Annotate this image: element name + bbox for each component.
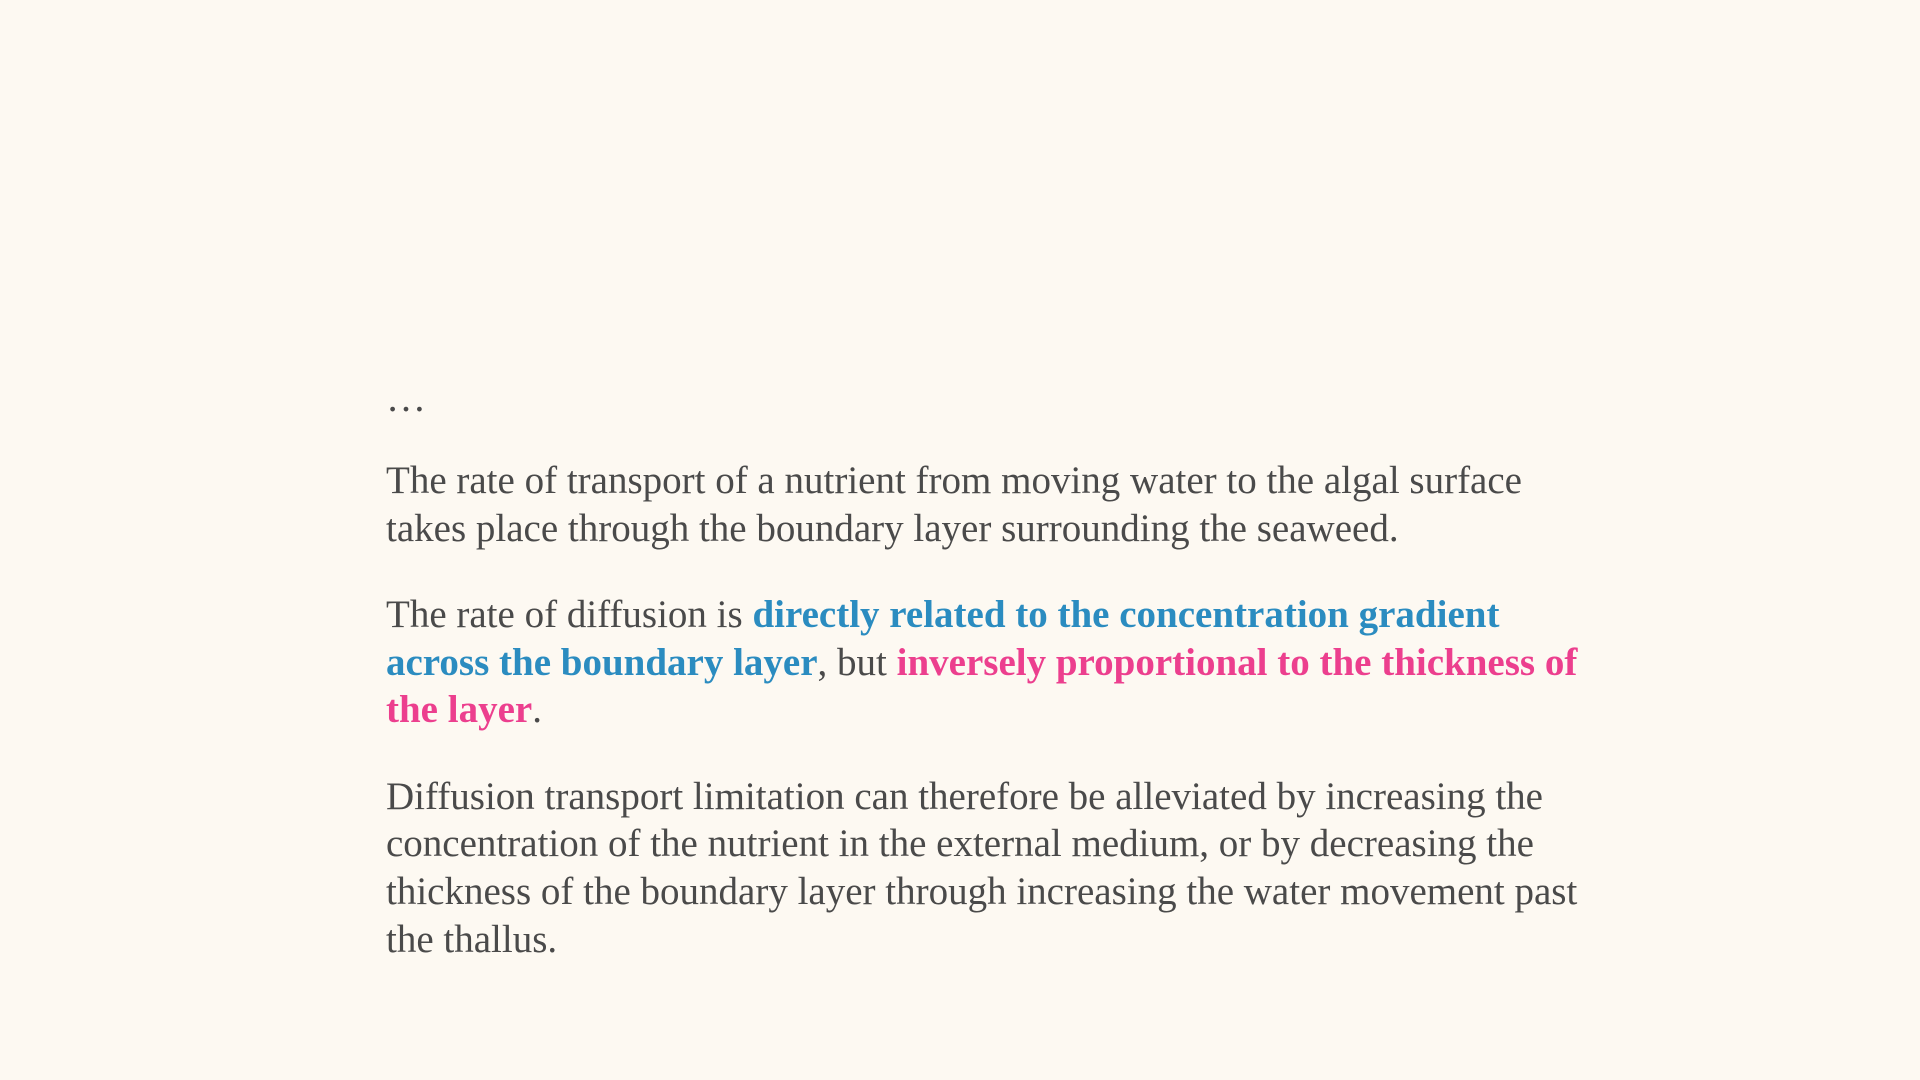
paragraph-transport-rate [386, 457, 1586, 552]
paragraph-transport-limitation [386, 773, 1586, 963]
paragraph-1-text: The rate of transport of a nutrient from moving water to the algal surface takes place through the boundary layer surrounding the seaweed. [386, 459, 1522, 550]
diffusion-lead-in: The rate of diffusion is [386, 593, 753, 637]
paragraph-diffusion-rate [386, 591, 1586, 734]
paragraph-3-text: Diffusion transport limitation can therefore be alleviated by increasing the concentration of the nutrient in the external medium, or by decreasing the thickness of the boundary layer through increasing the water movement past the thallus. [386, 774, 1578, 961]
diffusion-period: . [532, 688, 542, 732]
highlight-concentration-gradient: directly related to the concentration gradient across the boundary layer [386, 593, 1500, 684]
diffusion-conjunction: , but [817, 640, 897, 684]
slide-text-block [386, 375, 1586, 963]
continuation-ellipsis: … [386, 375, 428, 420]
highlight-layer-thickness: inversely proportional to the thickness of the layer [386, 640, 1578, 732]
